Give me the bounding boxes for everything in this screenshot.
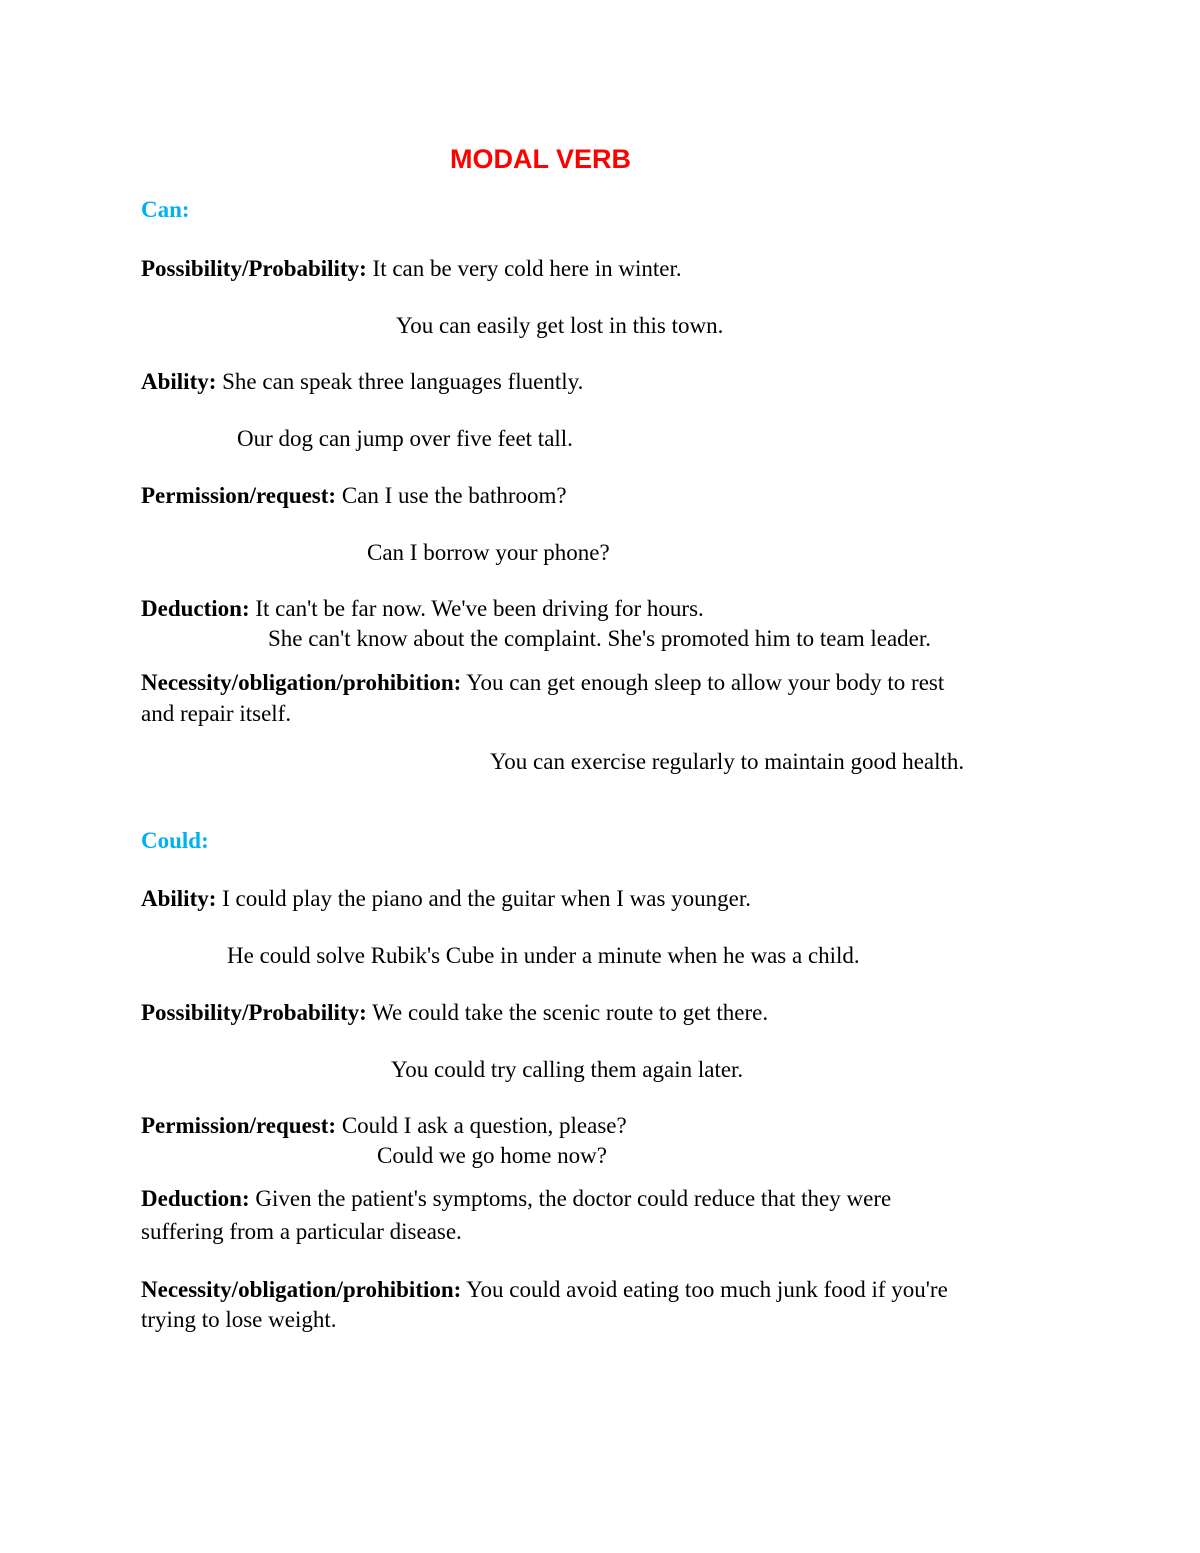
could-possibility-example-1: We could take the scenic route to get there. <box>372 1000 769 1025</box>
page-title: MODAL VERB <box>450 144 632 174</box>
could-deduction-example-1-cont: suffering from a particular disease. <box>141 1219 462 1244</box>
can-necessity-example-1: You can get enough sleep to allow your body to rest <box>466 670 945 695</box>
could-necessity-example-1: You could avoid eating too much junk food if you're <box>466 1277 948 1302</box>
can-permission-label: Permission/request: <box>141 483 337 508</box>
can-necessity-example-2: You can exercise regularly to maintain good health. <box>490 749 965 774</box>
could-deduction-label: Deduction: <box>141 1186 250 1211</box>
could-possibility-label: Possibility/Probability: <box>141 1000 367 1025</box>
can-ability-example-2: Our dog can jump over five feet tall. <box>237 426 573 451</box>
can-ability-example-1: She can speak three languages fluently. <box>222 369 584 394</box>
could-deduction-line <box>141 1187 891 1210</box>
could-ability-example-2: He could solve Rubik's Cube in under a minute when he was a child. <box>227 943 860 968</box>
can-possibility-label: Possibility/Probability: <box>141 256 367 281</box>
could-ability-line <box>141 887 751 910</box>
could-permission-line <box>141 1114 627 1137</box>
can-necessity-line <box>141 671 944 694</box>
could-possibility-line <box>141 1001 768 1024</box>
can-necessity-example-1-cont: and repair itself. <box>141 701 292 726</box>
can-ability-line <box>141 370 583 393</box>
can-permission-example-2: Can I borrow your phone? <box>367 540 610 565</box>
can-possibility-example-2: You can easily get lost in this town. <box>396 313 724 338</box>
can-necessity-label: Necessity/obligation/prohibition: <box>141 670 462 695</box>
could-necessity-label: Necessity/obligation/prohibition: <box>141 1277 462 1302</box>
can-deduction-example-1: It can't be far now. We've been driving for hours. <box>255 596 704 621</box>
could-possibility-example-2: You could try calling them again later. <box>391 1057 744 1082</box>
could-necessity-line <box>141 1278 948 1301</box>
can-deduction-label: Deduction: <box>141 596 250 621</box>
could-permission-label: Permission/request: <box>141 1113 337 1138</box>
could-ability-label: Ability: <box>141 886 217 911</box>
could-permission-example-2: Could we go home now? <box>377 1143 607 1168</box>
can-possibility-example-1: It can be very cold here in winter. <box>372 256 682 281</box>
can-permission-line <box>141 484 567 507</box>
could-necessity-example-1-cont: trying to lose weight. <box>141 1307 337 1332</box>
can-deduction-line <box>141 597 704 620</box>
section-heading-can: Can: <box>141 197 190 222</box>
can-deduction-example-2: She can't know about the complaint. She's promoted him to team leader. <box>268 626 932 651</box>
can-ability-label: Ability: <box>141 369 217 394</box>
could-deduction-example-1: Given the patient's symptoms, the doctor could reduce that they were <box>255 1186 892 1211</box>
can-permission-example-1: Can I use the bathroom? <box>341 483 567 508</box>
could-permission-example-1: Could I ask a question, please? <box>341 1113 627 1138</box>
can-possibility-line <box>141 257 682 280</box>
could-ability-example-1: I could play the piano and the guitar when I was younger. <box>222 886 751 911</box>
section-heading-could: Could: <box>141 828 209 853</box>
